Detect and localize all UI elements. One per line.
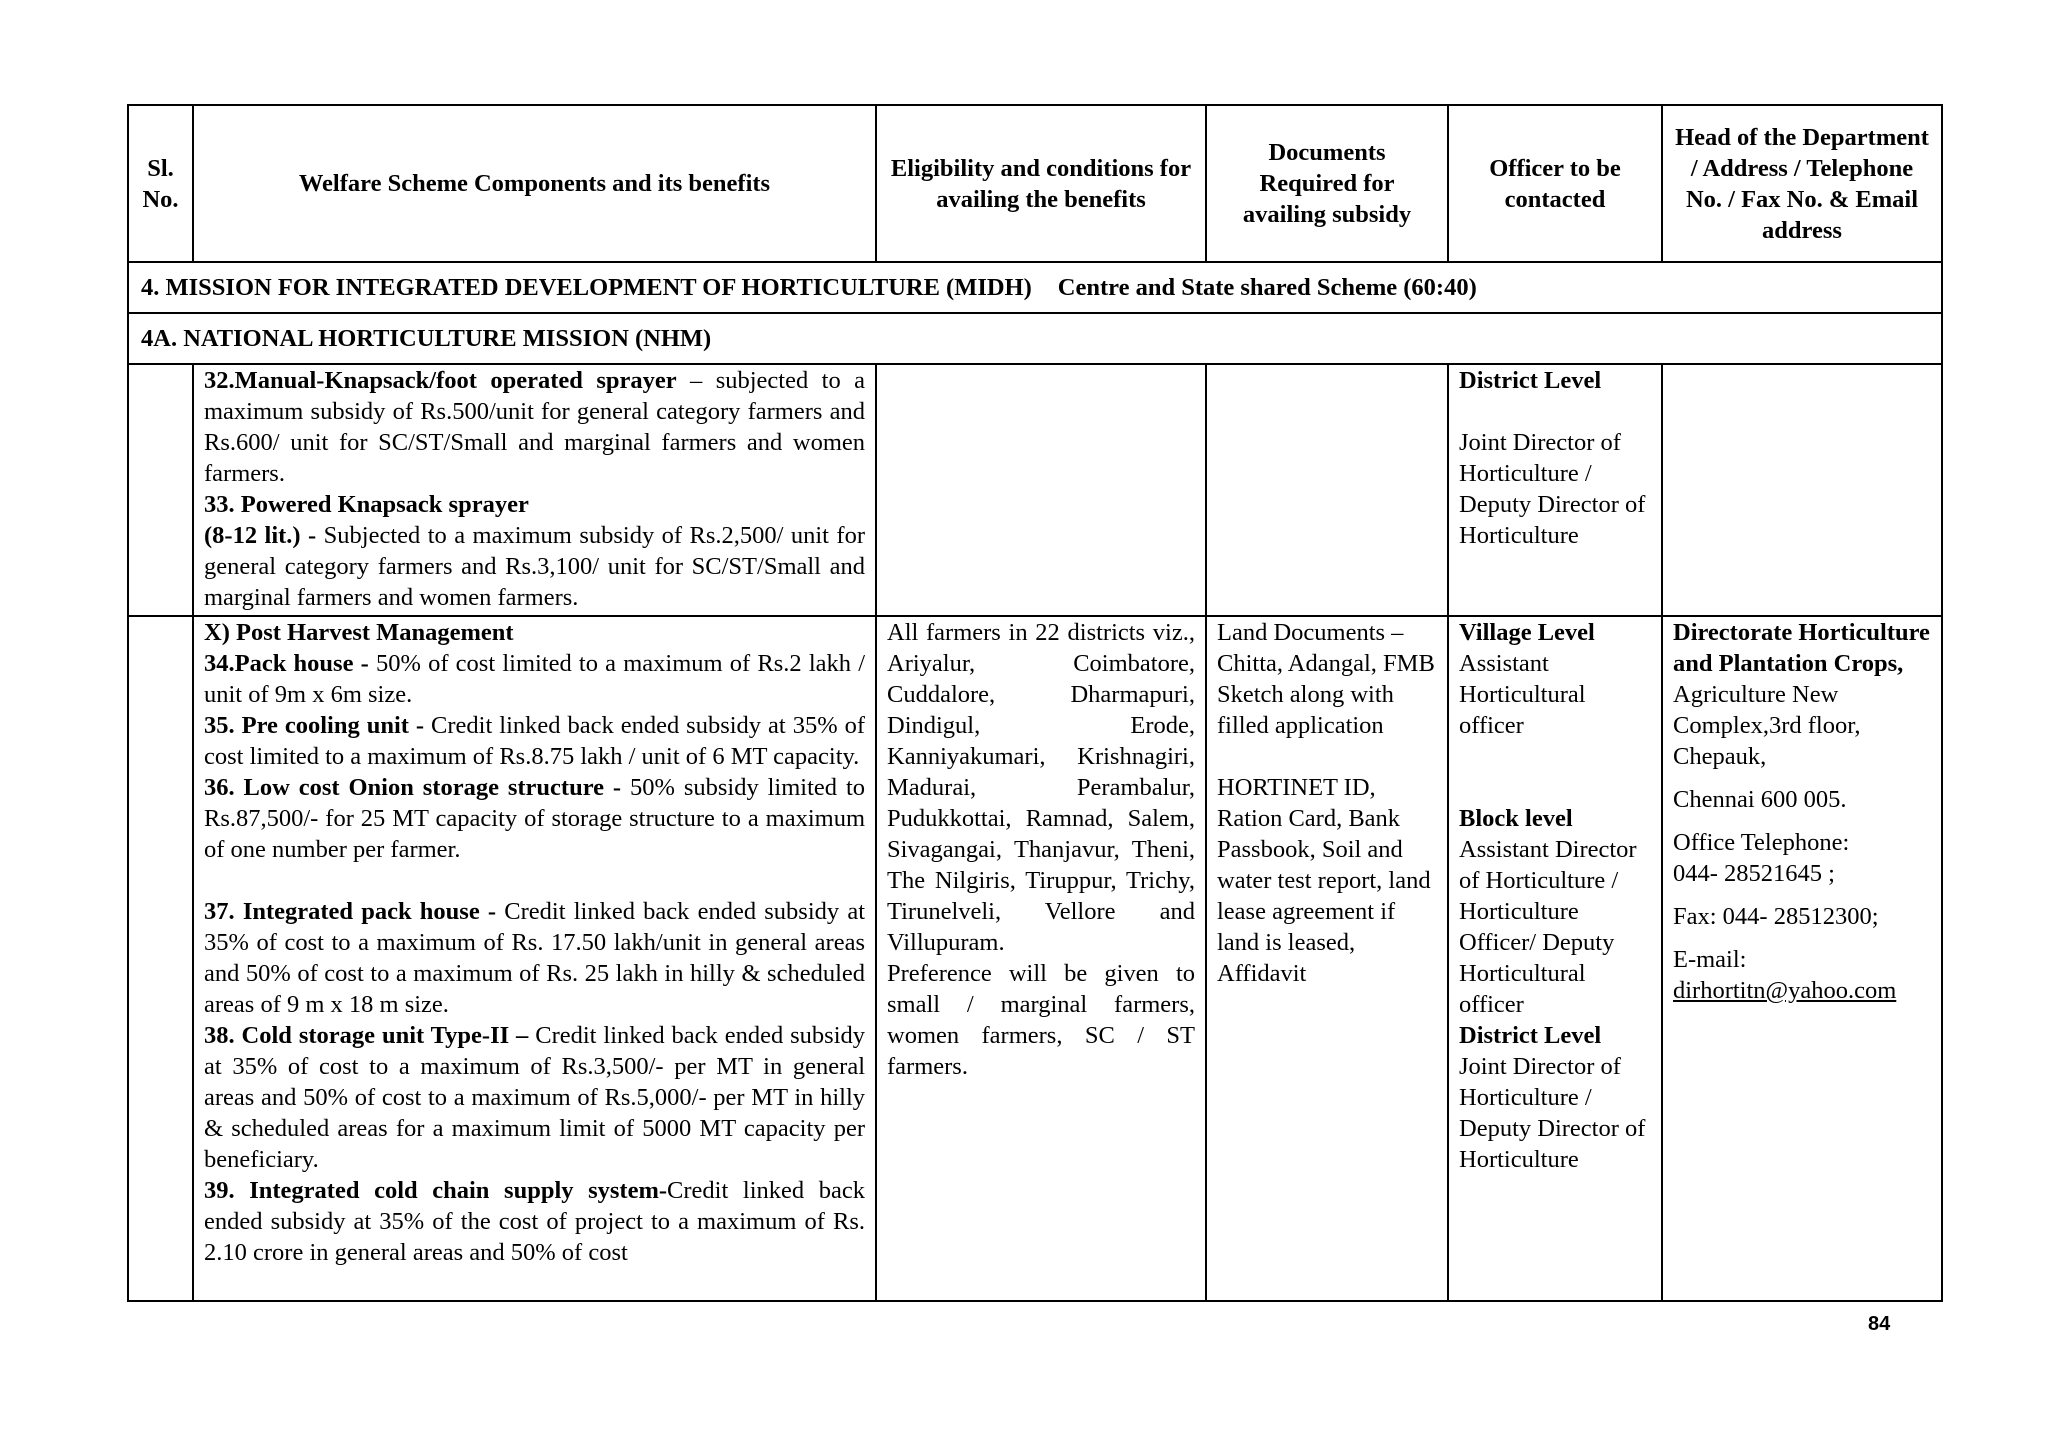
officer-district-text: Joint Director of Horticulture / Deputy Director of Horticulture (1459, 1053, 1646, 1173)
section-row-nhm (128, 313, 1942, 364)
item-38-title: 38. Cold storage unit Type-II – (204, 1022, 529, 1049)
head-fax: Fax: 044- 28512300; (1673, 903, 1879, 930)
head-address: Agriculture New Complex,3rd floor, Chepauk, (1673, 681, 1861, 770)
officer-district-level: District Level (1459, 1022, 1602, 1049)
head-phone-label: Office Telephone: (1673, 829, 1850, 856)
officer-cell (1448, 616, 1662, 1301)
sl-no-cell (128, 616, 193, 1301)
item-39 (204, 1175, 865, 1268)
item-36 (204, 772, 865, 865)
table-row (128, 364, 1942, 616)
item-33-title-cont: (8-12 lit.) - (204, 522, 317, 549)
officer-village-level: Village Level (1459, 619, 1595, 646)
table-row (128, 616, 1942, 1301)
components-cell (193, 616, 876, 1301)
item-34-title: 34.Pack house - (204, 650, 369, 677)
table-header-row (128, 105, 1942, 262)
documents-cell (1206, 616, 1448, 1301)
item-32 (204, 365, 865, 489)
documents-cell (1206, 364, 1448, 616)
item-39-text: Credit linked back ended subsidy at 35% of the cost of project to a maximum of Rs. 2.10 crore in general areas and 50% of cost (204, 1177, 865, 1266)
item-33-title: 33. Powered Knapsack sprayer (204, 491, 529, 518)
head-email-link[interactable]: dirhortitn@yahoo.com (1673, 977, 1897, 1004)
officer-district-level: District Level (1459, 367, 1602, 394)
page-number: 84 (1868, 1313, 1891, 1335)
section-nhm-title: 4A. NATIONAL HORTICULTURE MISSION (NHM) (128, 313, 1942, 364)
components-cell (193, 364, 876, 616)
head-directorate-name: Directorate Horticulture and Plantation Crops, (1673, 619, 1930, 677)
officer-district-text: Joint Director of Horticulture / Deputy Director of Horticulture (1459, 429, 1646, 549)
item-37 (204, 896, 865, 1020)
item-34-text: 50% of cost limited to a maximum of Rs.2 lakh / unit of 9m x 6m size. (204, 650, 865, 708)
post-harvest-heading: X) Post Harvest Management (204, 619, 514, 646)
item-35-text: Credit linked back ended subsidy at 35% of cost limited to a maximum of Rs.8.75 lakh / unit of 6 MT capacity. (204, 712, 865, 770)
item-33-text: Subjected to a maximum subsidy of Rs.2,500/ unit for general category farmers and Rs.3,100/ unit for SC/ST/Small and marginal farmers and women farmers. (204, 522, 865, 611)
item-35 (204, 710, 865, 772)
head-phone: 044- 28521645 ; (1673, 860, 1835, 887)
head-city: Chennai 600 005. (1673, 786, 1847, 813)
eligibility-preference: Preference will be given to small / marginal farmers, women farmers, SC / ST farmers. (887, 960, 1195, 1080)
officer-block-level: Block level (1459, 805, 1573, 832)
eligibility-cell (876, 364, 1206, 616)
section-row-midh (128, 262, 1942, 313)
eligibility-cell (876, 616, 1206, 1301)
header-officer: Officer to be contacted (1448, 105, 1662, 262)
sl-no-cell (128, 364, 193, 616)
item-38 (204, 1020, 865, 1175)
header-components: Welfare Scheme Components and its benefits (193, 105, 876, 262)
section-midh-cell (128, 262, 1942, 313)
section-midh-title: 4. MISSION FOR INTEGRATED DEVELOPMENT OF HORTICULTURE (MIDH) (141, 274, 1032, 301)
item-32-text: – subjected to a maximum subsidy of Rs.500/unit for general category farmers and Rs.600/ unit for SC/ST/Small and marginal farmers and women farmers. (204, 367, 866, 487)
officer-cell (1448, 364, 1662, 616)
item-34 (204, 648, 865, 710)
header-sl-no: Sl. No. (128, 105, 193, 262)
documents-land: Land Documents – Chitta, Adangal, FMB Sketch along with filled application (1217, 619, 1435, 739)
item-37-title: 37. Integrated pack house - (204, 898, 497, 925)
item-36-text: 50% subsidy limited to Rs.87,500/- for 25 MT capacity of storage structure to a maximum of one number per farmer. (204, 774, 865, 863)
scheme-table (127, 104, 1943, 1302)
head-cell (1662, 364, 1942, 616)
item-32-title: 32.Manual-Knapsack/foot operated sprayer (204, 367, 677, 394)
officer-block-text: Assistant Director of Horticulture / Horticulture Officer/ Deputy Horticultural officer (1459, 836, 1637, 1018)
documents-other: HORTINET ID, Ration Card, Bank Passbook, Soil and water test report, land lease agreement if land is leased, Affidavit (1217, 774, 1431, 987)
header-documents: Documents Required for availing subsidy (1206, 105, 1448, 262)
item-39-title: 39. Integrated cold chain supply system- (204, 1177, 668, 1204)
item-33 (204, 489, 865, 613)
officer-village-text: Assistant Horticultural officer (1459, 650, 1586, 739)
section-midh-share: Centre and State shared Scheme (60:40) (1057, 274, 1477, 301)
head-cell (1662, 616, 1942, 1301)
item-35-title: 35. Pre cooling unit - (204, 712, 425, 739)
head-email-label: E-mail: (1673, 946, 1747, 973)
item-36-title: 36. Low cost Onion storage structure - (204, 774, 622, 801)
item-38-text: Credit linked back ended subsidy at 35% of cost to a maximum of Rs.3,500/- per MT in general areas and 50% of cost to a maximum of Rs.5,000/- per MT in hilly & scheduled areas for a maximum limit of 5000 MT capacity per beneficiary. (204, 1022, 865, 1173)
item-37-text: Credit linked back ended subsidy at 35% of cost to a maximum of Rs. 17.50 lakh/unit in general areas and 50% of cost to a maximum of Rs. 25 lakh in hilly & scheduled areas of 9 m x 18 m size. (204, 898, 866, 1018)
eligibility-districts: All farmers in 22 districts viz., Ariyalur, Coimbatore, Cuddalore, Dharmapuri, Dindigul, Erode, Kanniyakumari, Krishnagiri, Madurai, Perambalur, Pudukkottai, Ramnad, Salem, Sivagangai, Thanjavur, Theni, The Nilgiris, Tiruppur, Trichy, Tirunelveli, Vellore and Villupuram. (887, 619, 1195, 956)
header-eligibility: Eligibility and conditions for availing the benefits (876, 105, 1206, 262)
header-head-of-department: Head of the Department / Address / Telephone No. / Fax No. & Email address (1662, 105, 1942, 262)
